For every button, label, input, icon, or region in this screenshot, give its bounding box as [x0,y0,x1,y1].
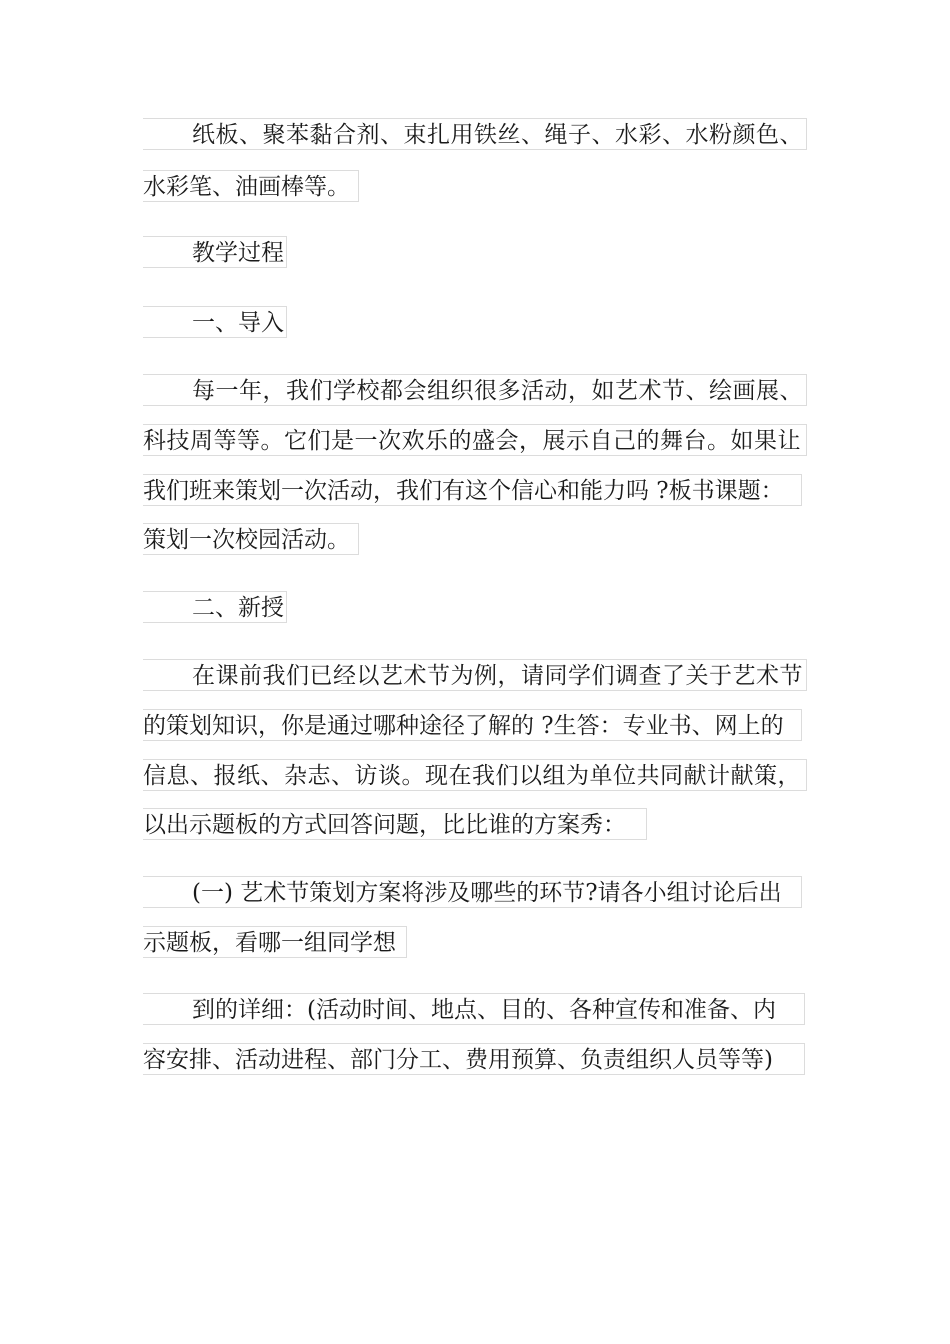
paragraph-line: 容安排、活动进程、部门分工、费用预算、负责组织人员等等) [143,1043,805,1075]
paragraph-line: 策划一次校园活动。 [143,523,359,555]
paragraph-line: 每一年，我们学校都会组织很多活动，如艺术节、绘画展、 [143,374,807,406]
paragraph-line: 水彩笔、油画棒等。 [143,170,359,202]
section-heading: 一、导入 [143,306,287,338]
paragraph-line: 的策划知识，你是通过哪种途径了解的 ?生答：专业书、网上的 [143,709,802,741]
paragraph-line: 科技周等等。它们是一次欢乐的盛会，展示自己的舞台。如果让 [143,424,807,456]
paragraph-line: 纸板、聚苯黏合剂、束扎用铁丝、绳子、水彩、水粉颜色、 [143,118,807,150]
section-heading: 教学过程 [143,236,287,268]
paragraph-line: 信息、报纸、杂志、访谈。现在我们以组为单位共同献计献策， [143,759,807,791]
paragraph-line: 我们班来策划一次活动，我们有这个信心和能力吗 ?板书课题： [143,474,802,506]
paragraph-line: 在课前我们已经以艺术节为例，请同学们调查了关于艺术节 [143,659,807,691]
paragraph-line: 以出示题板的方式回答问题，比比谁的方案秀： [143,808,647,840]
paragraph-line: (一) 艺术节策划方案将涉及哪些的环节?请各小组讨论后出 [143,876,802,908]
paragraph-line: 到的详细：(活动时间、地点、目的、各种宣传和准备、内 [143,993,805,1025]
section-heading: 二、新授 [143,591,287,623]
paragraph-line: 示题板，看哪一组同学想 [143,926,407,958]
